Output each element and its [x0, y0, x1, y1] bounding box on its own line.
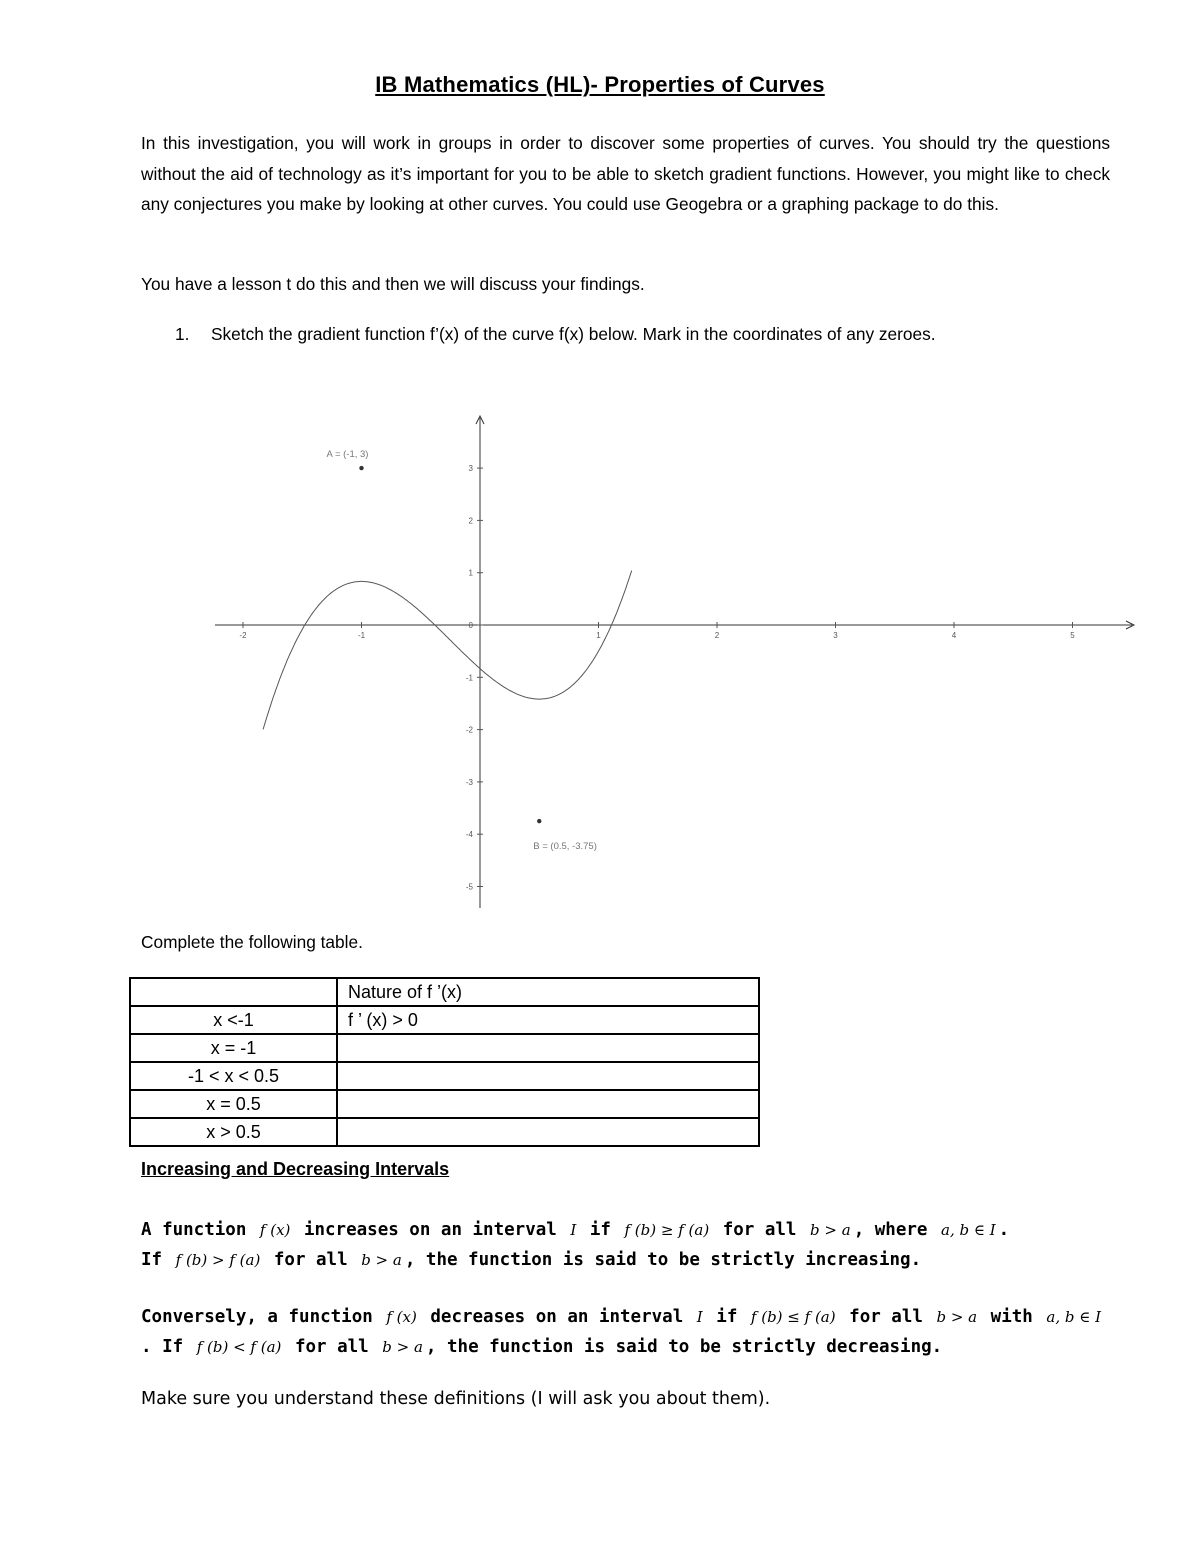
- question-number: 1.: [175, 324, 190, 344]
- table-cell-condition: -1 < x < 0.5: [130, 1062, 337, 1090]
- x-tick-label: 4: [951, 631, 957, 640]
- section-heading: Increasing and Decreasing Intervals: [141, 1159, 450, 1179]
- point-label: A = (-1, 3): [326, 449, 369, 461]
- table-cell-nature[interactable]: f ’ (x) > 0: [337, 1006, 759, 1034]
- y-tick-label: -1: [465, 673, 473, 683]
- x-tick-label: 1: [596, 631, 601, 640]
- y-tick-label: -5: [465, 882, 473, 892]
- page-title: IB Mathematics (HL)- Properties of Curves: [375, 72, 825, 97]
- table-header-cell: [130, 978, 337, 1006]
- table-cell-condition: x <-1: [130, 1006, 337, 1034]
- table-row: [130, 1006, 759, 1034]
- y-tick-label: -4: [465, 830, 473, 840]
- intro-paragraph: In this investigation, you will work in groups in order to discover some properties of curves. You should try the questions without the aid of technology as it’s important for you to be able to sketch gradient functions. However, you might like to check any conjectures you make by looking at other curves. You could use Geogebra or a graphing package to do this.: [141, 133, 1110, 214]
- x-tick-label: 2: [714, 631, 720, 640]
- cubic-curve: [263, 568, 632, 730]
- y-tick-label: 3: [468, 464, 473, 474]
- table-row: [130, 1062, 759, 1090]
- x-tick-label: 3: [833, 631, 838, 640]
- table-cell-condition: x > 0.5: [130, 1118, 337, 1146]
- point-label: B = (0.5, -3.75): [533, 841, 597, 853]
- reminder-note: Make sure you understand these definitions (I will ask you about them).: [141, 1389, 771, 1409]
- x-tick-label: 5: [1070, 631, 1075, 640]
- table-row: [130, 1090, 759, 1118]
- y-tick-label: 0: [468, 621, 473, 630]
- decreasing-definition: Conversely, a function f (x) decreases on an interval I if f (b) ≤ f (a) for all b > a with a, b ∈ I . If f (b) < f (a) for all b > a , the function is said to be strictly decreasing.: [141, 1307, 1102, 1357]
- y-tick-label: 2: [468, 516, 473, 526]
- table-header-cell: Nature of f ’(x): [337, 978, 759, 1006]
- x-tick-label: -1: [357, 631, 366, 640]
- graph-axes: [215, 416, 1134, 908]
- y-tick-label: 1: [468, 568, 473, 578]
- graph-ticks: [239, 464, 1075, 891]
- table-row: [130, 1118, 759, 1146]
- table-cell-nature[interactable]: [337, 1034, 759, 1062]
- table-caption: Complete the following table.: [141, 932, 363, 952]
- table-header-row: [130, 978, 759, 1006]
- table-cell-nature[interactable]: [337, 1090, 759, 1118]
- lesson-paragraph: You have a lesson t do this and then we will discuss your findings.: [141, 274, 645, 294]
- x-tick-label: -2: [239, 631, 247, 640]
- y-tick-label: -3: [465, 777, 473, 787]
- point-marker: [537, 819, 541, 823]
- point-marker: [359, 466, 363, 470]
- nature-table: [129, 977, 760, 1147]
- graph-points: [327, 449, 597, 852]
- increasing-definition: A function f (x) increases on an interval I if f (b) ≥ f (a) for all b > a , where a, b ∈ I . If f (b) > f (a) for all b > a , the function is said to be strictly increasing.: [141, 1220, 1010, 1270]
- y-tick-label: -2: [465, 725, 473, 735]
- question-text: Sketch the gradient function f’(x) of the curve f(x) below. Mark in the coordinates of any zeroes.: [211, 324, 936, 344]
- table-cell-condition: x = -1: [130, 1034, 337, 1062]
- table-cell-nature[interactable]: [337, 1062, 759, 1090]
- table-cell-nature[interactable]: [337, 1118, 759, 1146]
- table-row: [130, 1034, 759, 1062]
- table-cell-condition: x = 0.5: [130, 1090, 337, 1118]
